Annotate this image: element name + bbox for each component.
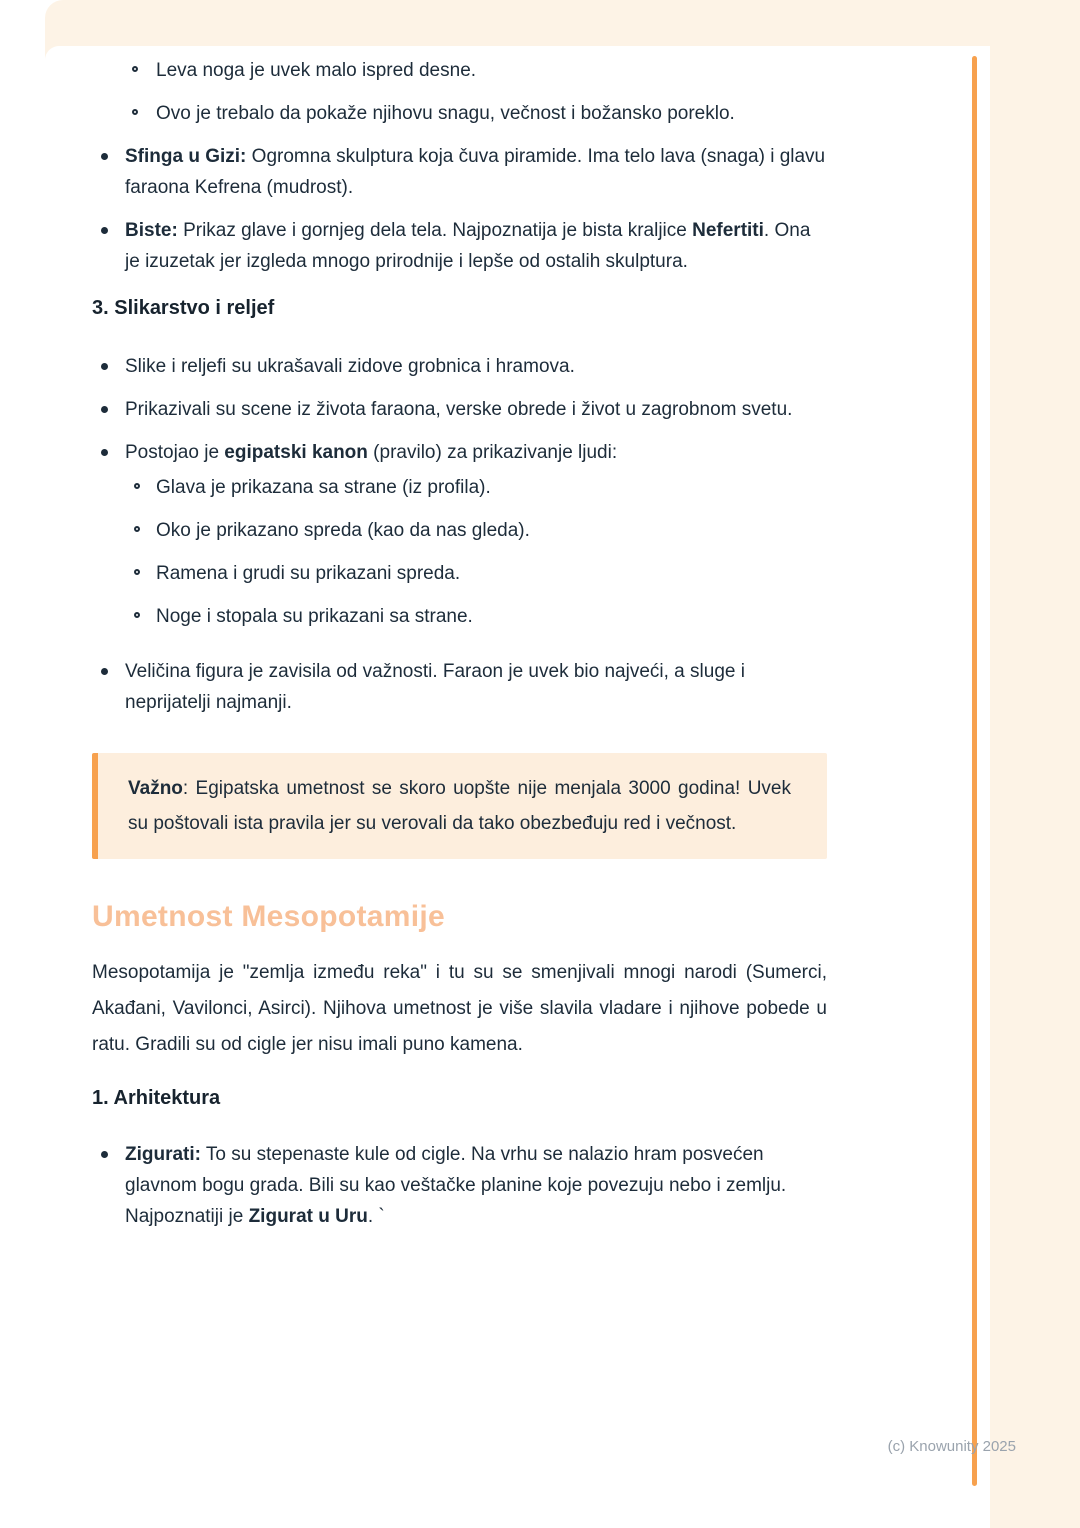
mesopotamia-paragraph: Mesopotamija je "zemlja između reka" i tu su se smenjivali mnogi narodi (Sumerci, Akađani, Vavilonci, Asirci). Njihova umetnost je više slavila vladare i njihove pobede u ratu. Gradili su od cigle jer nisu imali puno kamena. <box>92 962 827 1055</box>
list-item <box>92 141 827 203</box>
list-item-text: Oko je prikazano spreda (kao da nas gleda). <box>156 520 530 541</box>
list-item <box>92 351 827 382</box>
bullet-disc-icon <box>101 449 108 456</box>
list-item-text <box>125 356 575 377</box>
list-item-text: Ramena i grudi su prikazani spreda. <box>156 563 461 584</box>
list-item <box>125 472 827 503</box>
bullet-disc-icon <box>101 227 108 234</box>
list-item <box>125 515 827 546</box>
text-segment: . Ona je izuzetak jer izgleda mnogo prirodnije i lepše od ostalih skulptura. <box>125 220 811 272</box>
list-item-text <box>125 220 810 272</box>
section-heading-architecture: 1. Arhitektura <box>92 1087 221 1109</box>
list-item-text <box>125 146 825 198</box>
list-item <box>92 437 827 632</box>
list-item-text <box>125 661 745 713</box>
list-item <box>92 215 827 277</box>
list-item <box>92 1139 827 1232</box>
bullet-disc-icon <box>101 668 108 675</box>
bullet-circle-icon <box>134 483 140 489</box>
text-segment: Prikazivali su scene iz života faraona, verske obrede i život u zagrobnom svetu. <box>125 399 793 420</box>
list-item <box>92 656 827 718</box>
painting-list <box>92 351 827 718</box>
text-segment: . ` <box>367 1206 385 1227</box>
list-item <box>125 601 827 632</box>
text-segment: Prikaz glave i gornjeg dela tela. Najpoznatija je bista kraljice <box>177 220 693 241</box>
list-item-text <box>125 399 792 420</box>
text-segment: Slike i reljefi su ukrašavali zidove grobnica i hramova. <box>125 356 575 377</box>
bullet-circle-icon <box>134 569 140 575</box>
list-item <box>123 55 827 86</box>
list-item <box>125 558 827 589</box>
text-segment: Ogromna skulptura koja čuva piramide. Ima telo lava (snaga) i glavu faraona Kefrena (mudrost). <box>125 146 826 198</box>
bold-text-segment: Sfinga u Gizi: <box>125 146 247 167</box>
bold-text-segment: Nefertiti <box>692 220 764 241</box>
bullet-circle-icon <box>134 612 140 618</box>
document-content <box>92 0 827 1244</box>
callout-text <box>128 771 791 841</box>
text-segment: Postojao je <box>125 442 225 463</box>
accent-vertical-line <box>972 56 977 1486</box>
list-item-text: Noge i stopala su prikazani sa strane. <box>156 606 473 627</box>
bullet-disc-icon <box>101 1151 108 1158</box>
section-heading-mesopotamia: Umetnost Mesopotamije <box>92 900 446 933</box>
bullet-disc-icon <box>101 153 108 160</box>
bullet-circle-icon <box>132 66 138 72</box>
copyright-footer: (c) Knowunity 2025 <box>887 1438 1016 1455</box>
bold-text-segment: Zigurati: <box>125 1144 201 1165</box>
text-segment: Veličina figura je zavisila od važnosti. Faraon je uvek bio najveći, a sluge i neprijatelji najmanji. <box>125 661 745 713</box>
list-item-text: Glava je prikazana sa strane (iz profila). <box>156 477 491 498</box>
bold-text-segment: egipatski kanon <box>224 442 368 463</box>
bold-text-segment: Zigurat u Uru <box>248 1206 368 1227</box>
bold-text-segment: Biste: <box>125 220 178 241</box>
list-item-text: Ovo je trebalo da pokaže njihovu snagu, večnost i božansko poreklo. <box>156 103 735 124</box>
bold-text-segment: Važno <box>128 778 183 799</box>
text-segment: To su stepenaste kule od cigle. Na vrhu se nalazio hram posvećen glavnom bogu grada. Bili su kao veštačke planine koje povezuju nebo i zemlju. Najpoznatiji je <box>125 1144 787 1227</box>
canon-sublist <box>125 472 827 632</box>
list-item-text <box>125 1144 786 1227</box>
list-item <box>123 98 827 129</box>
list-item-text <box>125 442 617 463</box>
text-segment: (pravilo) za prikazivanje ljudi: <box>367 442 618 463</box>
bullet-circle-icon <box>132 109 138 115</box>
list-item <box>92 394 827 425</box>
sculpture-list <box>92 141 827 277</box>
architecture-list <box>92 1139 827 1232</box>
stance-sublist <box>92 55 827 129</box>
list-item-text: Leva noga je uvek malo ispred desne. <box>156 60 477 81</box>
bullet-circle-icon <box>134 526 140 532</box>
bullet-disc-icon <box>101 363 108 370</box>
important-callout <box>92 753 827 859</box>
bullet-disc-icon <box>101 406 108 413</box>
text-segment: : Egipatska umetnost se skoro uopšte nije menjala 3000 godina! Uvek su poštovali ista pravila jer su verovali da tako obezbeđuju red i večnost. <box>128 778 791 834</box>
section-heading-painting: 3. Slikarstvo i reljef <box>92 297 275 319</box>
